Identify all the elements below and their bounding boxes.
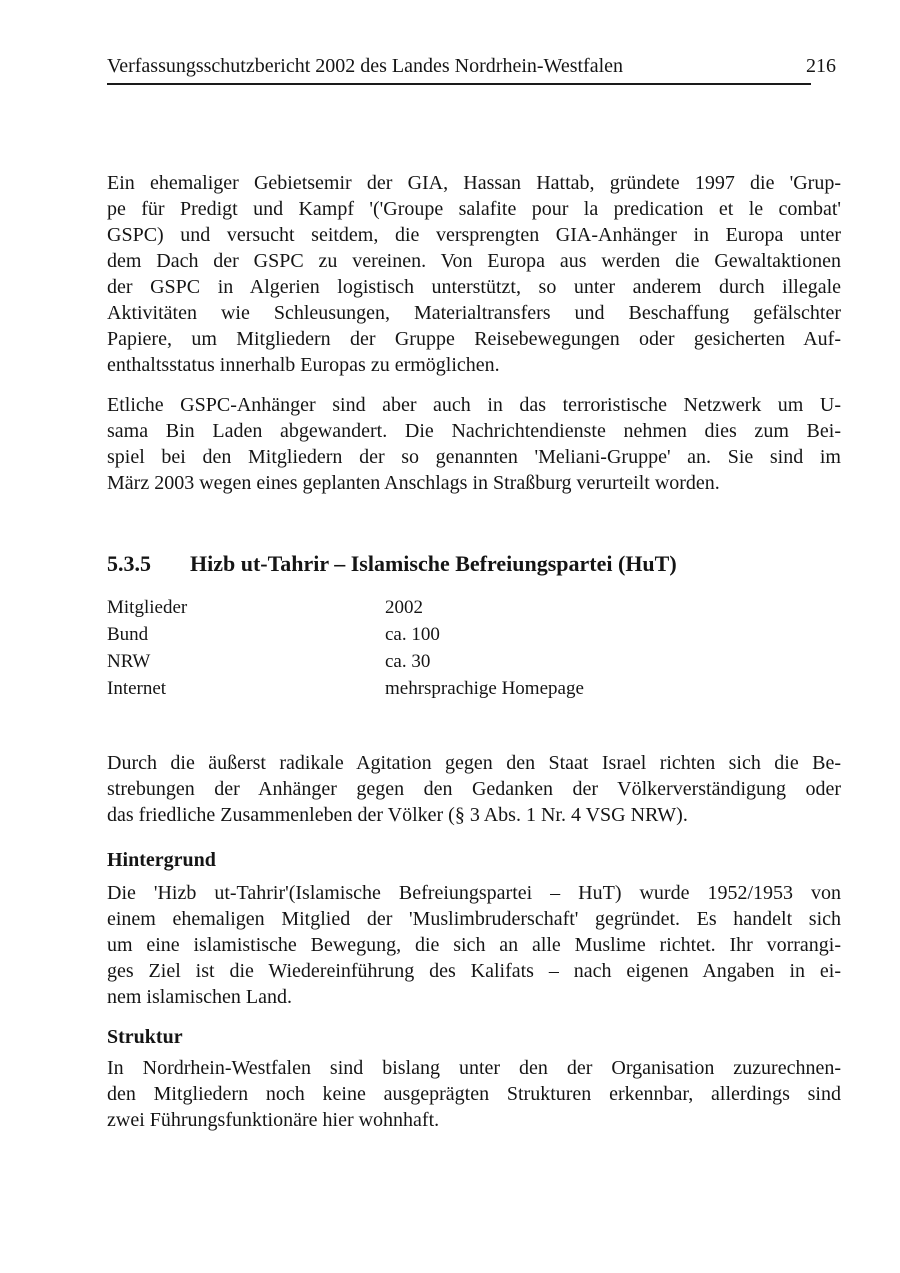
text-line: sama Bin Laden abgewandert. Die Nachrichtendienste nehmen dies zum Bei-: [107, 420, 841, 442]
text-line: Aktivitäten wie Schleusungen, Materialtransfers und Beschaffung gefälschter: [107, 302, 841, 324]
paragraph-hintergrund: [107, 880, 841, 1010]
page-number: 216: [806, 55, 836, 77]
text-line: enthaltsstatus innerhalb Europas zu ermöglichen.: [107, 354, 500, 376]
info-table: [107, 594, 841, 702]
info-table-row: [107, 675, 841, 702]
paragraph-agitation: [107, 750, 841, 828]
info-table-value: ca. 100: [385, 624, 440, 645]
info-table-value: 2002: [385, 597, 423, 618]
info-table-label: Bund: [107, 624, 149, 645]
paragraph-meliani-group: [107, 392, 841, 496]
info-table-value: ca. 30: [385, 651, 431, 672]
text-line: Etliche GSPC-Anhänger sind aber auch in das terroristische Netzwerk um U-: [107, 394, 841, 416]
text-line: das friedliche Zusammenleben der Völker (§ 3 Abs. 1 Nr. 4 VSG NRW).: [107, 804, 688, 826]
info-table-label: Mitglieder: [107, 597, 188, 618]
info-table-row: [107, 648, 841, 675]
running-header: [107, 53, 836, 79]
text-line: strebungen der Anhänger gegen den Gedanken der Völkerverständigung oder: [107, 778, 841, 800]
paragraph-gspc-founding: [107, 170, 841, 378]
text-line: zwei Führungsfunktionäre hier wohnhaft.: [107, 1109, 440, 1131]
subheading-hintergrund: Hintergrund: [107, 849, 216, 871]
info-table-value: mehrsprachige Homepage: [385, 678, 584, 699]
info-table-label: Internet: [107, 678, 167, 699]
text-line: ges Ziel ist die Wiedereinführung des Kalifats – nach eigenen Angaben in ei-: [107, 960, 841, 982]
text-line: der GSPC in Algerien logistisch unterstützt, so unter anderem durch illegale: [107, 276, 841, 298]
text-line: März 2003 wegen eines geplanten Anschlags in Straßburg verurteilt worden.: [107, 472, 720, 494]
text-line: pe für Predigt und Kampf '('Groupe salafite pour la predication et le combat': [107, 198, 841, 220]
text-line: nem islamischen Land.: [107, 986, 292, 1008]
text-line: Durch die äußerst radikale Agitation gegen den Staat Israel richten sich die Be-: [107, 752, 841, 774]
section-title: Hizb ut-Tahrir – Islamische Befreiungspartei (HuT): [190, 551, 677, 576]
text-line: Papiere, um Mitgliedern der Gruppe Reisebewegungen oder gesicherten Auf-: [107, 328, 841, 350]
info-table-label: NRW: [107, 651, 151, 672]
text-line: In Nordrhein-Westfalen sind bislang unter den der Organisation zuzurechnen-: [107, 1057, 841, 1079]
text-line: um eine islamistische Bewegung, die sich an alle Muslime richtet. Ihr vorrangi-: [107, 934, 841, 956]
paragraph-struktur: [107, 1055, 841, 1133]
text-line: Die 'Hizb ut-Tahrir'(Islamische Befreiungspartei – HuT) wurde 1952/1953 von: [107, 882, 841, 904]
header-title: Verfassungsschutzbericht 2002 des Landes Nordrhein-Westfalen: [107, 55, 624, 77]
section-number: 5.3.5: [107, 551, 151, 576]
header-rule: [107, 83, 811, 85]
section-heading: [107, 550, 841, 578]
text-line: dem Dach der GSPC zu vereinen. Von Europa aus werden die Gewaltaktionen: [107, 250, 841, 272]
info-table-row: [107, 594, 841, 621]
subheading-struktur: Struktur: [107, 1026, 183, 1048]
text-line: den Mitgliedern noch keine ausgeprägten Strukturen erkennbar, allerdings sind: [107, 1083, 841, 1105]
text-line: GSPC) und versucht seitdem, die versprengten GIA-Anhänger in Europa unter: [107, 224, 841, 246]
text-line: spiel bei den Mitgliedern der so genannten 'Meliani-Gruppe' an. Sie sind im: [107, 446, 841, 468]
info-table-row: [107, 621, 841, 648]
text-line: Ein ehemaliger Gebietsemir der GIA, Hassan Hattab, gründete 1997 die 'Grup-: [107, 172, 841, 194]
text-line: einem ehemaligen Mitglied der 'Muslimbruderschaft' gegründet. Es handelt sich: [107, 908, 841, 930]
